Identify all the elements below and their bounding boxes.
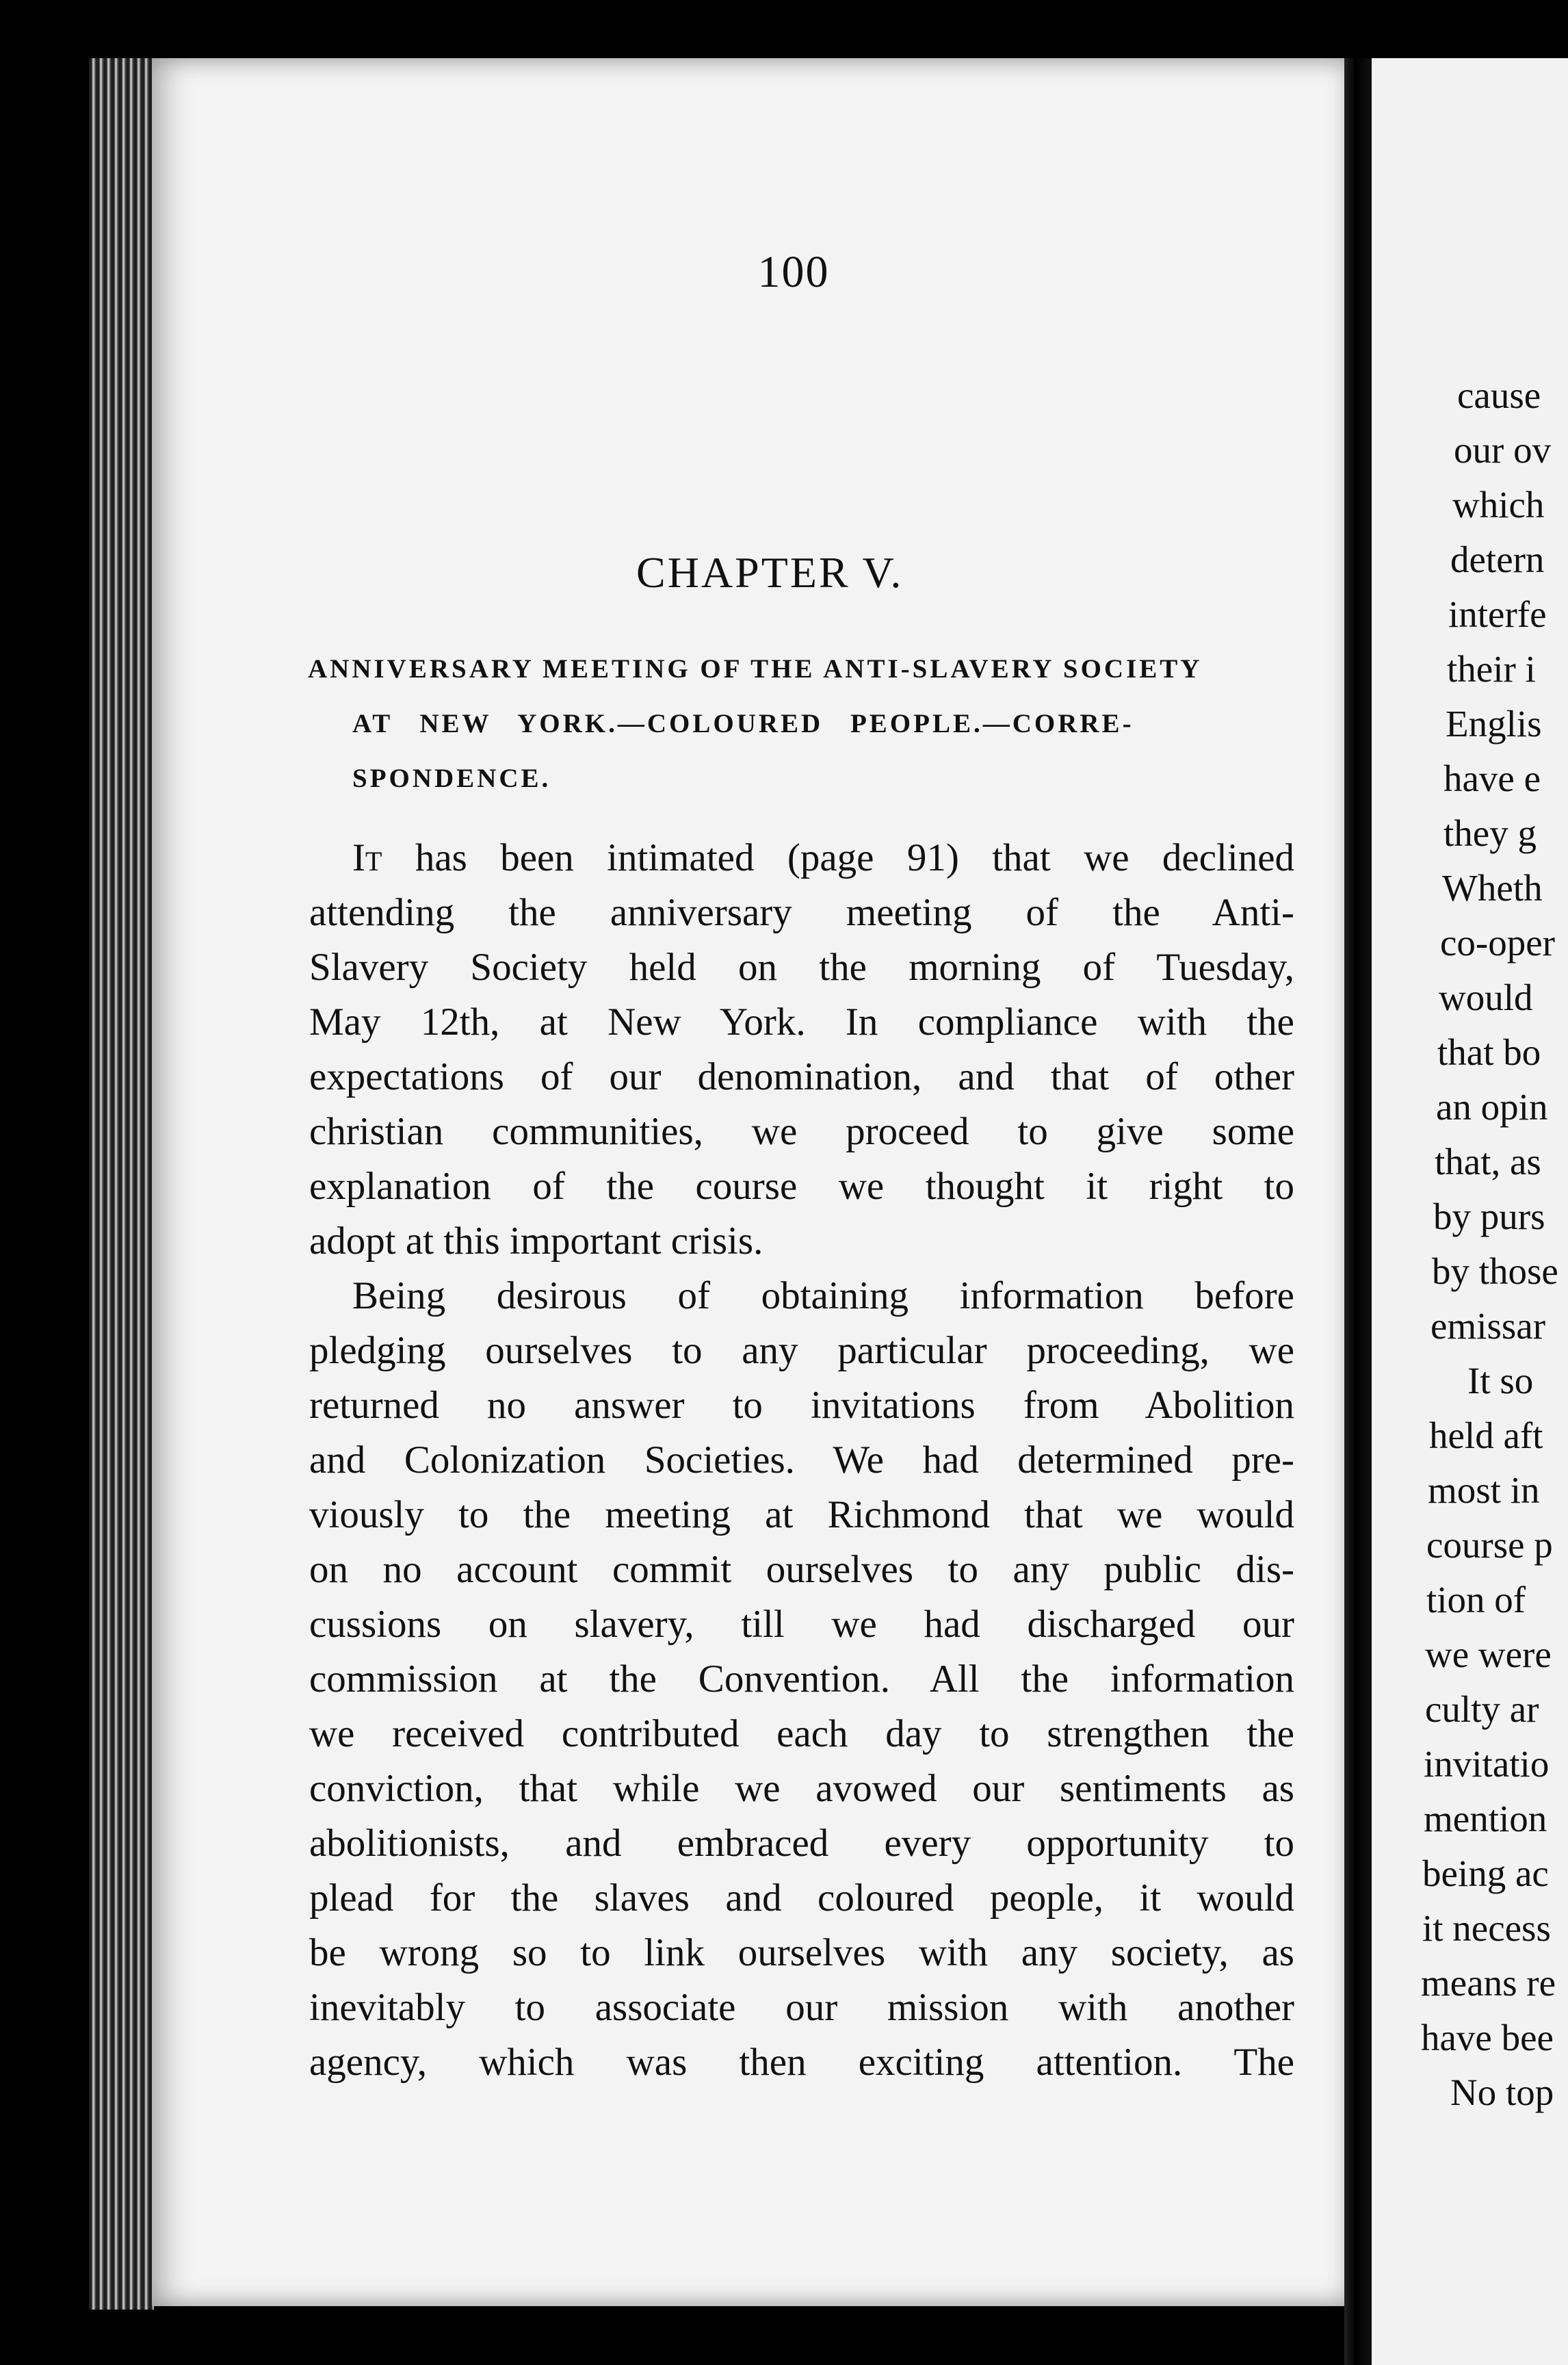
right-page-line: have bee: [1421, 2017, 1554, 2058]
right-page-line: that, as: [1435, 1141, 1541, 1182]
right-page-line: emissar: [1430, 1305, 1546, 1347]
right-page-line: means re: [1421, 1962, 1556, 2004]
chapter-subtitle-line-1: ANNIVERSARY MEETING OF THE ANTI-SLAVERY SOCIETY: [308, 654, 1203, 684]
right-page-line: they g: [1443, 812, 1537, 854]
body-line: May 12th, at New York. In compliance with the: [309, 1000, 1294, 1044]
right-page-line: interfe: [1448, 593, 1547, 635]
body-line: on no account commit ourselves to any public dis-: [309, 1548, 1294, 1591]
right-page-line: would: [1439, 977, 1533, 1018]
body-line: inevitably to associate our mission with another: [309, 1986, 1294, 2029]
body-line: pledging ourselves to any particular proceeding, we: [309, 1329, 1294, 1372]
chapter-title: CHAPTER V.: [636, 548, 904, 597]
right-page-line: mention: [1424, 1798, 1547, 1839]
body-line: attending the anniversary meeting of the Anti-: [309, 891, 1294, 934]
body-line: cussions on slavery, till we had discharged our: [309, 1603, 1294, 1646]
right-page-line: their i: [1447, 648, 1536, 690]
right-page-line: co-oper: [1440, 922, 1555, 964]
right-page-line: Wheth: [1442, 867, 1543, 909]
right-page-line: detern: [1450, 539, 1545, 580]
right-page-line: tion of: [1426, 1579, 1526, 1620]
page-number: 100: [757, 247, 830, 297]
body-line: plead for the slaves and coloured people, it would: [309, 1876, 1294, 1920]
body-line: It has been intimated (page 91) that we declined: [352, 836, 1294, 879]
body-line: abolitionists, and embraced every opportunity to: [309, 1822, 1294, 1865]
right-page-line: Englis: [1446, 703, 1542, 745]
right-page-line: held aft: [1429, 1414, 1543, 1456]
body-line: be wrong so to link ourselves with any society, as: [309, 1931, 1294, 1974]
body-line: Being desirous of obtaining information before: [352, 1274, 1294, 1317]
body-line: conviction, that while we avowed our sentiments as: [309, 1767, 1294, 1810]
body-line: christian communities, we proceed to give some: [309, 1110, 1294, 1153]
body-line: we received contributed each day to strengthen the: [309, 1712, 1294, 1755]
body-line: returned no answer to invitations from Abolition: [309, 1384, 1294, 1427]
body-line: viously to the meeting at Richmond that we would: [309, 1493, 1294, 1536]
drop-word: It: [352, 836, 382, 879]
right-page-line: it necess: [1422, 1907, 1551, 1949]
book-gutter: [1344, 58, 1372, 2365]
right-page-line: being ac: [1422, 1852, 1549, 1894]
right-page-line: an opin: [1436, 1086, 1548, 1128]
right-page-line: culty ar: [1425, 1688, 1539, 1730]
book-page-edges: [89, 58, 154, 2310]
body-line: expectations of our denomination, and that of other: [309, 1055, 1294, 1098]
chapter-subtitle-line-3: SPONDENCE.: [352, 764, 551, 793]
right-page-line: which: [1452, 484, 1545, 526]
body-line: explanation of the course we thought it right to: [309, 1165, 1294, 1208]
right-page-line: It so: [1467, 1360, 1534, 1401]
body-line: Slavery Society held on the morning of Tuesday,: [309, 946, 1294, 989]
right-page-line: No top: [1450, 2071, 1554, 2113]
right-page-line: we were: [1425, 1633, 1552, 1675]
right-page-line: our ov: [1454, 429, 1552, 471]
right-page-line: cause: [1457, 374, 1541, 416]
right-page: [1372, 58, 1568, 2365]
chapter-subtitle-line-2: AT NEW YORK.—COLOURED PEOPLE.—CORRE-: [352, 709, 1134, 738]
body-line: adopt at this important crisis.: [309, 1219, 763, 1263]
right-page-line: have e: [1443, 758, 1541, 799]
right-page-line: that bo: [1437, 1031, 1541, 1073]
body-line: and Colonization Societies. We had determined pre-: [309, 1438, 1294, 1482]
body-line: commission at the Convention. All the information: [309, 1657, 1294, 1701]
body-line: agency, which was then exciting attention. The: [309, 2041, 1294, 2084]
right-page-line: course p: [1426, 1524, 1553, 1566]
right-page-line: by purs: [1433, 1196, 1545, 1237]
right-page-line: by those: [1432, 1250, 1558, 1292]
right-page-line: invitatio: [1424, 1743, 1550, 1785]
right-page-line: most in: [1428, 1469, 1540, 1511]
